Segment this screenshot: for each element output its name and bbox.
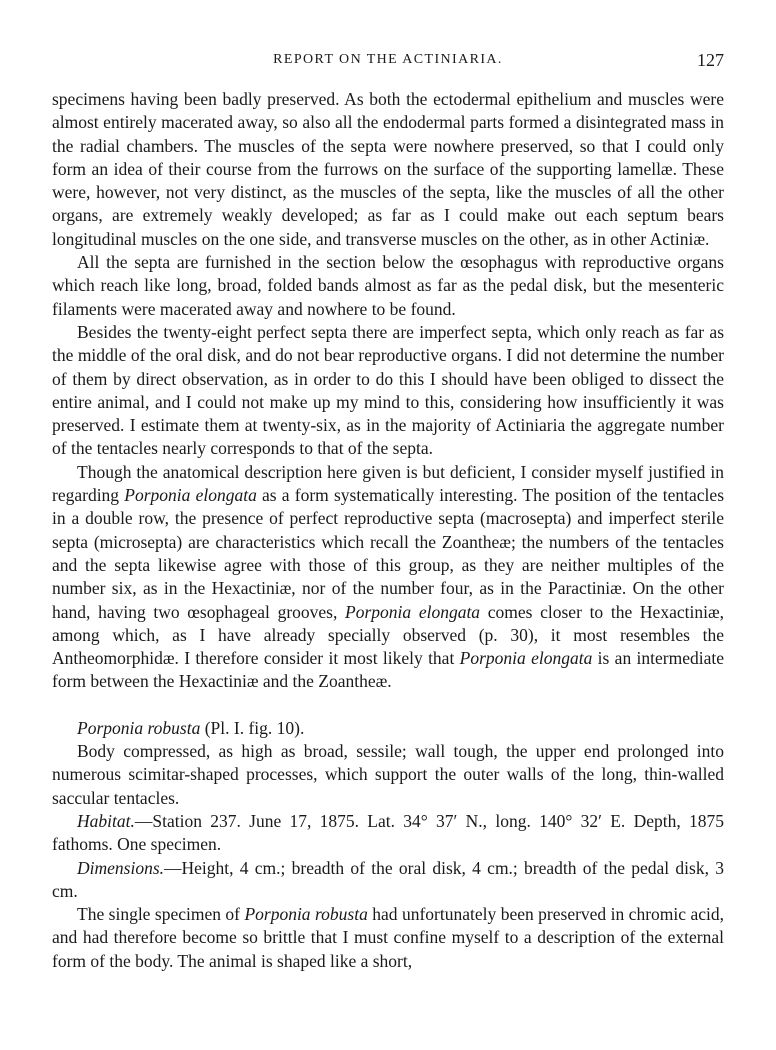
text-run: had unfortunately been preserved in chromic acid, and had therefore become so brittle that I must confine myself to a description of the external form of the body. The animal is shaped like a short, xyxy=(52,904,724,971)
text-run: as a form systematically interesting. The position of the tentacles in a double row, the presence of perfect reproductive septa (macrosepta) and imperfect sterile septa (microsepta) are characteristics which recall the Zoantheæ; the numbers of the tentacles and the septa likewise agree with those of this group, as they are neither multiples of the number six, as in the Hexactiniæ, nor of the number four, as in the Paractiniæ. On the other hand, having two œsophageal grooves, xyxy=(52,485,725,622)
italic-text: Dimensions. xyxy=(77,857,165,878)
text-run: All the septa are furnished in the section below the œsophagus with reproductive organs which reach like long, broad, folded bands almost as far as the pedal disk, but the mesenteric filaments were macerated away and nowhere to be found. xyxy=(52,252,724,319)
text-run: Besides the twenty-eight perfect septa there are imperfect septa, which only reach as far as the middle of the oral disk, and do not bear reproductive organs. I did not determine the number of them by direct observation, as in order to do this I should have been obliged to dissect the entire animal, and I could not make up my mind to this, considering how insufficiently it was preserved. I estimate them at twenty-six, as in the majority of Actiniaria the aggregate number of the tentacles nearly corresponds to that of the septa. xyxy=(52,321,724,459)
italic-text: Habitat. xyxy=(77,810,135,831)
paragraph xyxy=(52,740,724,810)
italic-text: Porponia elongata xyxy=(345,601,481,622)
page-number: 127 xyxy=(697,50,724,70)
italic-text: Porponia elongata xyxy=(124,485,257,506)
italic-text: Porponia robusta xyxy=(244,904,368,925)
text-run: specimens having been badly preserved. As both the ectodermal epithelium and muscles were almost entirely macerated away, so also all the endodermal parts formed a disintegrated mass in the radial chambers. The muscles of the septa were nowhere preserved, so that I could only form an idea of their course from the furrows on the surface of the supporting lamellæ. These were, however, not very distinct, as the muscles of the septa, like the muscles of all the other organs, are extremely weakly developed; as far as I could make out each septum bears longitudinal muscles on the one side, and transverse muscles on the other, as in other Actiniæ. xyxy=(52,89,724,249)
italic-text: Porponia robusta xyxy=(77,717,201,738)
body-text xyxy=(52,88,724,973)
italic-text: Porponia elongata xyxy=(459,648,593,669)
text-run: Body compressed, as high as broad, sessile; wall tough, the upper end prolonged into numerous scimitar-shaped processes, which support the outer walls of the long, thin-walled saccular tentacles. xyxy=(52,741,724,808)
paragraph xyxy=(52,251,724,321)
text-run: comes closer to the Hexactiniæ, among which, as I have already specially observed (p. 30), it most resembles the Antheomorphidæ. I therefore consider it most likely that xyxy=(52,601,724,669)
paragraph xyxy=(52,321,724,461)
paragraph xyxy=(52,717,724,740)
text-run: The single specimen of xyxy=(77,904,245,925)
page-header xyxy=(52,50,724,74)
paragraph xyxy=(52,903,724,973)
paragraph xyxy=(52,810,724,857)
text-run: (Pl. I. fig. 10). xyxy=(200,717,305,738)
text-run: Though the anatomical description here given is but deficient, I consider myself justified in regarding xyxy=(52,461,724,506)
text-run: —Height, 4 cm.; breadth of the oral disk, 4 cm.; breadth of the pedal disk, 3 cm. xyxy=(52,857,724,901)
paragraph xyxy=(52,88,724,251)
text-run: —Station 237. June 17, 1875. Lat. 34° 37′ N., long. 140° 32′ E. Depth, 1875 fathoms. One specimen. xyxy=(52,810,724,855)
text-run: is an intermediate form between the Hexactiniæ and the Zoantheæ. xyxy=(52,648,724,692)
paragraph xyxy=(52,857,724,904)
running-title: REPORT ON THE ACTINIARIA. xyxy=(273,52,503,67)
paragraph xyxy=(52,461,724,694)
